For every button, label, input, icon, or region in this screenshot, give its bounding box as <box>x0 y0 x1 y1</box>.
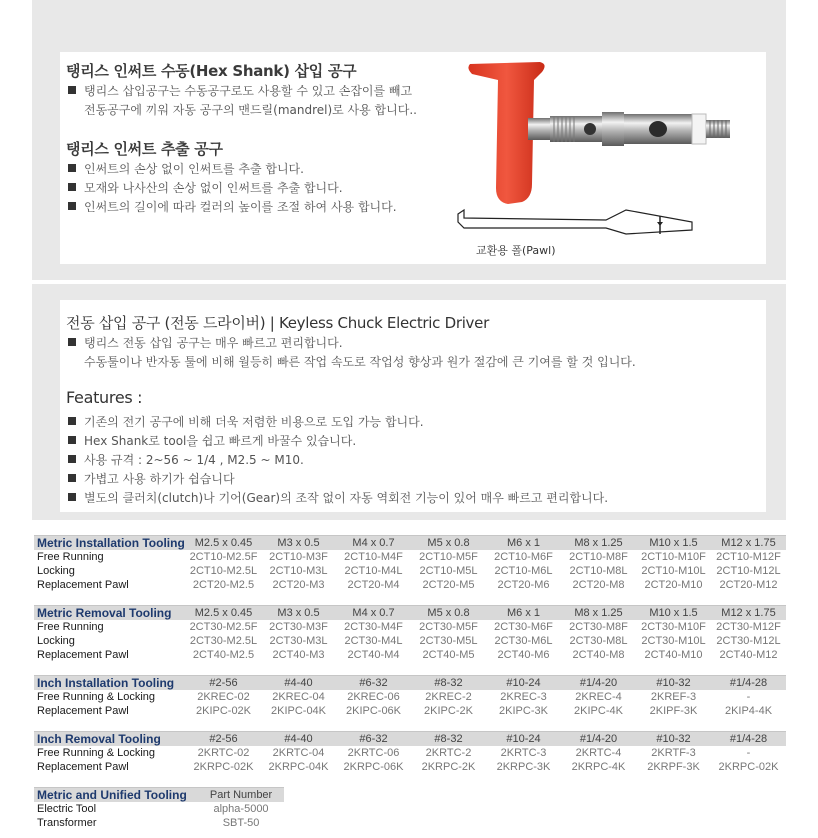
table-row <box>34 620 786 634</box>
bullet-square-icon <box>68 455 76 463</box>
row-label: Replacement Pawl <box>37 761 129 773</box>
extraction-tool-title: 탱리스 인써트 추출 공구 <box>66 140 223 158</box>
part-number: 2KIPC-2K <box>424 705 473 717</box>
table-title: Inch Removal Tooling <box>34 732 186 747</box>
list-item: 인써트의 길이에 따라 컬러의 높이를 조절 하여 사용 합니다. <box>68 198 397 217</box>
size-header: M5 x 0.8 <box>411 606 486 621</box>
part-number: 2CT10-M6L <box>494 565 553 577</box>
size-header: #1/4-20 <box>561 676 636 691</box>
part-number: 2KRTC-2 <box>425 747 472 759</box>
size-header: M5 x 0.8 <box>411 536 486 551</box>
row-label: Free Running <box>37 621 104 633</box>
part-number: 2KIPC-04K <box>270 705 327 717</box>
part-number: 2KRTC-02 <box>197 747 250 759</box>
bullet-square-icon <box>68 493 76 501</box>
part-number: - <box>746 691 751 703</box>
part-number: 2KREC-2 <box>425 691 472 703</box>
bullet-square-icon <box>68 164 76 172</box>
table-header-row <box>34 732 786 747</box>
part-number: 2KRPC-02K <box>718 761 779 773</box>
part-number: 2CT10-M2.5L <box>189 565 258 577</box>
part-number: 2CT20-M3 <box>272 579 325 591</box>
bullet-square-icon <box>68 436 76 444</box>
size-header: M2.5 x 0.45 <box>186 536 261 551</box>
size-header: #4-40 <box>261 676 336 691</box>
part-number: 2CT10-M4L <box>344 565 403 577</box>
part-number: 2CT30-M10F <box>641 621 706 633</box>
size-header: M4 x 0.7 <box>336 536 411 551</box>
part-number: 2CT10-M5F <box>419 551 478 563</box>
hex-shank-tool-image <box>462 58 734 208</box>
part-number: 2CT20-M10 <box>644 579 703 591</box>
metric-removal-table <box>34 605 786 662</box>
bullet-square-icon <box>68 338 76 346</box>
table-row <box>34 578 786 592</box>
part-number: 2CT10-M3F <box>269 551 328 563</box>
part-number: 2CT10-M12L <box>716 565 781 577</box>
part-number: 2KREC-3 <box>500 691 547 703</box>
table-header-row <box>34 676 786 691</box>
part-number: 2CT40-M4 <box>347 649 400 661</box>
size-header: #4-40 <box>261 732 336 747</box>
replacement-pawl-image <box>456 208 696 242</box>
table-title: Metric Removal Tooling <box>34 606 186 621</box>
size-header: M8 x 1.25 <box>561 606 636 621</box>
part-number: 2CT30-M4L <box>344 635 403 647</box>
size-header: #1/4-20 <box>561 732 636 747</box>
row-label: Replacement Pawl <box>37 579 129 591</box>
electric-driver-description: 탱리스 전동 삽입 공구는 매우 빠르고 편리합니다. 수동툴이나 반자동 툴에 비해 월등히 빠른 작업 속도로 작업성 향상과 원가 절감에 큰 기여를 할 것 입니다. <box>68 334 636 372</box>
part-number: 2KRPC-2K <box>421 761 476 773</box>
part-number: 2KRTC-06 <box>347 747 400 759</box>
part-number: 2CT30-M12F <box>716 621 781 633</box>
part-number: 2CT20-M6 <box>497 579 550 591</box>
part-number: 2CT30-M2.5F <box>189 621 258 633</box>
table-row <box>34 690 786 704</box>
part-number: - <box>746 747 751 759</box>
part-number: 2CT30-M2.5L <box>189 635 258 647</box>
list-item: 가볍고 사용 하기가 쉽습니다 <box>68 470 608 489</box>
part-number: SBT-50 <box>222 817 260 829</box>
part-number: 2KREC-04 <box>272 691 325 703</box>
row-label: Replacement Pawl <box>37 705 129 717</box>
size-header: #6-32 <box>336 676 411 691</box>
table-row <box>34 802 284 816</box>
table-title: Metric Installation Tooling <box>34 536 186 551</box>
part-number: 2KRPC-04K <box>268 761 329 773</box>
part-number: 2KIP4-4K <box>724 705 773 717</box>
size-header: M10 x 1.5 <box>636 536 711 551</box>
part-number: 2CT30-M12L <box>716 635 781 647</box>
part-number: 2KRTC-3 <box>500 747 547 759</box>
table-header-row <box>34 788 284 803</box>
inch-removal-table <box>34 731 786 774</box>
list-item: 기존의 전기 공구에 비해 더욱 저렴한 비용으로 도입 가능 합니다. <box>68 413 608 432</box>
table-title: Metric and Unified Tooling <box>34 788 198 803</box>
part-number: 2CT30-M8L <box>569 635 628 647</box>
row-label: Free Running & Locking <box>37 747 156 759</box>
part-number: 2CT20-M4 <box>347 579 400 591</box>
bullet-square-icon <box>68 202 76 210</box>
list-item: Hex Shank로 tool을 쉽고 빠르게 바꿀수 있습니다. <box>68 432 608 451</box>
size-header: M4 x 0.7 <box>336 606 411 621</box>
table-row <box>34 746 786 760</box>
part-number: 2KIPC-3K <box>499 705 548 717</box>
list-item: 인써트의 손상 없이 인써트를 추출 합니다. <box>68 160 397 179</box>
part-number: 2KREC-06 <box>347 691 400 703</box>
part-number: 2CT40-M10 <box>644 649 703 661</box>
table-row <box>34 760 786 774</box>
part-number-header: Part Number <box>198 788 284 803</box>
part-number: 2CT10-M8L <box>569 565 628 577</box>
features-list <box>68 413 608 508</box>
part-number: 2CT20-M2.5 <box>192 579 255 591</box>
size-header: #8-32 <box>411 676 486 691</box>
extraction-bullets <box>68 160 397 217</box>
part-number: 2KIPC-02K <box>195 705 252 717</box>
part-number: 2CT30-M3L <box>269 635 328 647</box>
hex-shank-description: 탱리스 삽입공구는 수동공구로도 사용할 수 있고 손잡이를 빼고 전동공구에 끼워 자동 공구의 맨드릴(mandrel)로 사용 합니다.. <box>68 82 417 120</box>
list-item: 사용 규격 : 2~56 ~ 1/4 , M2.5 ~ M10. <box>68 451 608 470</box>
inch-installation-table <box>34 675 786 718</box>
part-number: 2CT10-M4F <box>344 551 403 563</box>
part-number: 2CT40-M12 <box>719 649 778 661</box>
pawl-caption: 교환용 폴(Pawl) <box>476 244 556 257</box>
part-number: alpha-5000 <box>213 803 269 815</box>
bullet-square-icon <box>68 86 76 94</box>
part-number: 2CT30-M3F <box>269 621 328 633</box>
list-item: 모재와 나사산의 손상 없이 인써트를 추출 합니다. <box>68 179 397 198</box>
part-number: 2KRPC-02K <box>193 761 254 773</box>
part-number: 2CT10-M10L <box>641 565 706 577</box>
size-header: #6-32 <box>336 732 411 747</box>
part-number: 2CT20-M5 <box>422 579 475 591</box>
bullet-square-icon <box>68 417 76 425</box>
size-header: #10-24 <box>486 676 561 691</box>
part-number: 2KRTF-3 <box>651 747 696 759</box>
hex-shank-tool-title: 탱리스 인써트 수동(Hex Shank) 삽입 공구 <box>66 62 357 80</box>
part-number: 2CT30-M5L <box>419 635 478 647</box>
part-number: 2CT40-M6 <box>497 649 550 661</box>
row-label: Locking <box>37 635 75 647</box>
part-number: 2CT10-M10F <box>641 551 706 563</box>
part-number: 2CT40-M3 <box>272 649 325 661</box>
metric-installation-table <box>34 535 786 592</box>
part-number: 2KREC-02 <box>197 691 250 703</box>
part-number: 2KIPF-3K <box>649 705 698 717</box>
size-header: M3 x 0.5 <box>261 536 336 551</box>
size-header: M12 x 1.75 <box>711 606 786 621</box>
part-number: 2CT10-M2.5F <box>189 551 258 563</box>
list-item: 별도의 클러치(clutch)나 기어(Gear)의 조작 없이 자동 역회전 기능이 있어 매우 빠르고 편리합니다. <box>68 489 608 508</box>
part-number: 2KRPF-3K <box>647 761 700 773</box>
part-number: 2KREC-4 <box>575 691 622 703</box>
part-number: 2CT10-M6F <box>494 551 553 563</box>
part-number: 2CT40-M2.5 <box>192 649 255 661</box>
part-number: 2KIPC-06K <box>345 705 402 717</box>
part-number: 2KREF-3 <box>650 691 697 703</box>
part-number: 2CT40-M5 <box>422 649 475 661</box>
table-row <box>34 564 786 578</box>
size-header: #8-32 <box>411 732 486 747</box>
part-number: 2CT10-M3L <box>269 565 328 577</box>
table-header-row <box>34 536 786 551</box>
table-title: Inch Installation Tooling <box>34 676 186 691</box>
part-number: 2CT20-M8 <box>572 579 625 591</box>
table-row <box>34 816 284 830</box>
row-label: Electric Tool <box>37 803 97 815</box>
part-number: 2KRPC-3K <box>496 761 551 773</box>
size-header: M2.5 x 0.45 <box>186 606 261 621</box>
bullet-square-icon <box>68 474 76 482</box>
size-header: M10 x 1.5 <box>636 606 711 621</box>
size-header: #10-32 <box>636 676 711 691</box>
part-number: 2KIPC-4K <box>574 705 623 717</box>
part-number: 2CT30-M4F <box>344 621 403 633</box>
row-label: Locking <box>37 565 75 577</box>
electric-driver-title: 전동 삽입 공구 (전동 드라이버) | Keyless Chuck Electric Driver <box>66 314 489 332</box>
table-row <box>34 648 786 662</box>
part-number: 2KRPC-4K <box>571 761 626 773</box>
size-header: M6 x 1 <box>486 536 561 551</box>
table-row <box>34 634 786 648</box>
size-header: #1/4-28 <box>711 732 786 747</box>
table-header-row <box>34 606 786 621</box>
size-header: #2-56 <box>186 732 261 747</box>
part-number: 2CT30-M6F <box>494 621 553 633</box>
part-number: 2CT30-M8F <box>569 621 628 633</box>
size-header: M8 x 1.25 <box>561 536 636 551</box>
row-label: Free Running <box>37 551 104 563</box>
size-header: #1/4-28 <box>711 676 786 691</box>
part-number: 2KRTC-04 <box>272 747 325 759</box>
row-label: Replacement Pawl <box>37 649 129 661</box>
size-header: M12 x 1.75 <box>711 536 786 551</box>
features-title: Features : <box>66 388 143 407</box>
part-number: 2CT10-M5L <box>419 565 478 577</box>
size-header: M6 x 1 <box>486 606 561 621</box>
part-number: 2CT30-M5F <box>419 621 478 633</box>
size-header: #10-32 <box>636 732 711 747</box>
part-number: 2CT30-M6L <box>494 635 553 647</box>
size-header: M3 x 0.5 <box>261 606 336 621</box>
table-row <box>34 704 786 718</box>
bullet-square-icon <box>68 183 76 191</box>
part-number: 2CT10-M12F <box>716 551 781 563</box>
part-number: 2CT20-M12 <box>719 579 778 591</box>
part-number: 2CT10-M8F <box>569 551 628 563</box>
size-header: #10-24 <box>486 732 561 747</box>
row-label: Transformer <box>37 817 97 829</box>
row-label: Free Running & Locking <box>37 691 156 703</box>
table-row <box>34 550 786 564</box>
part-number: 2KRPC-06K <box>343 761 404 773</box>
part-number: 2KRTC-4 <box>575 747 622 759</box>
size-header: #2-56 <box>186 676 261 691</box>
part-number: 2CT30-M10L <box>641 635 706 647</box>
unified-tooling-table <box>34 787 284 830</box>
part-number: 2CT40-M8 <box>572 649 625 661</box>
